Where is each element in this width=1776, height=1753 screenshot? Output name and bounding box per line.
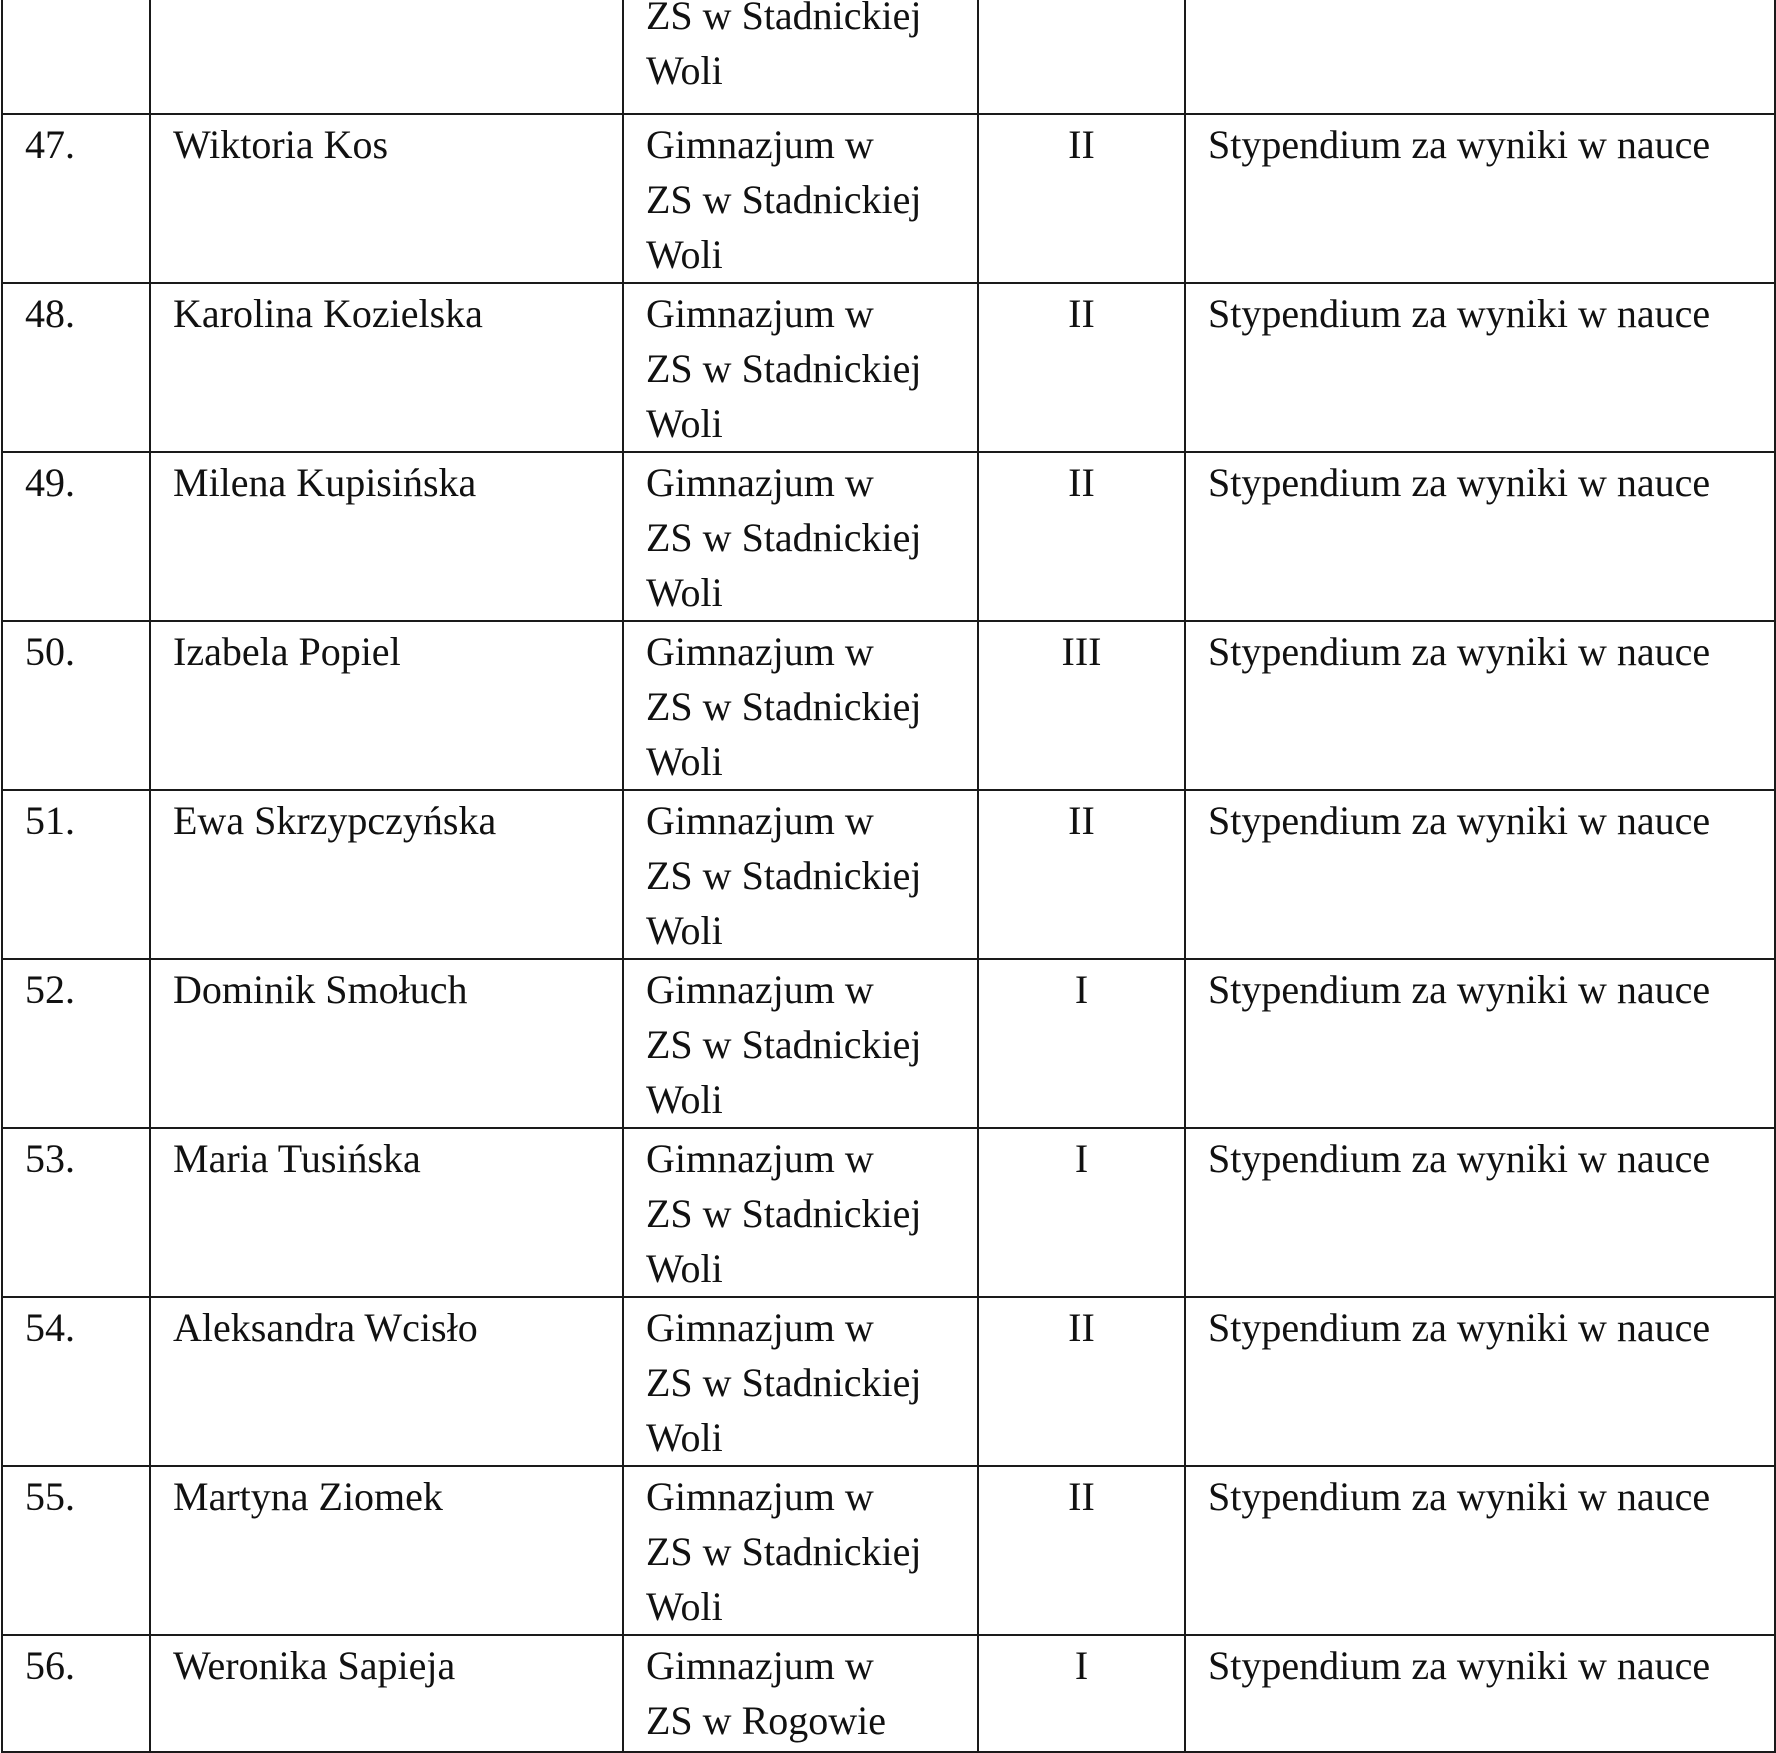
school-line: Woli — [646, 401, 723, 446]
cell-scholarship-type: Stypendium za wyniki w nauce — [1185, 1297, 1775, 1466]
cell-school — [623, 1128, 978, 1297]
cell-name: Aleksandra Wcisło — [150, 1297, 623, 1466]
cell-class: II — [978, 1297, 1185, 1466]
cell-scholarship-type: Stypendium za wyniki w nauce — [1185, 1128, 1775, 1297]
school-line: Gimnazjum w — [646, 1643, 874, 1688]
cell-number: 51. — [2, 790, 150, 959]
cell-name: Dominik Smołuch — [150, 959, 623, 1128]
cell-name: Izabela Popiel — [150, 621, 623, 790]
cell-school — [623, 0, 978, 114]
cell-class: I — [978, 959, 1185, 1128]
school-line: ZS w Stadnickiej — [646, 853, 922, 898]
cell-number: 56. — [2, 1635, 150, 1752]
cell-school — [623, 114, 978, 283]
cell-scholarship-type: Stypendium za wyniki w nauce — [1185, 1635, 1775, 1752]
table-row — [2, 790, 1775, 959]
table-row — [2, 283, 1775, 452]
cell-scholarship-type: Stypendium za wyniki w nauce — [1185, 283, 1775, 452]
school-line: Gimnazjum w — [646, 460, 874, 505]
cell-class: I — [978, 1128, 1185, 1297]
cell-number: 48. — [2, 283, 150, 452]
school-line: Gimnazjum w — [646, 291, 874, 336]
school-line: Woli — [646, 1415, 723, 1460]
cell-number: 52. — [2, 959, 150, 1128]
cell-name: Ewa Skrzypczyńska — [150, 790, 623, 959]
cell-school — [623, 959, 978, 1128]
cell-scholarship-type: Stypendium za wyniki w nauce — [1185, 114, 1775, 283]
cell-class — [978, 0, 1185, 114]
school-line: Gimnazjum w — [646, 1305, 874, 1350]
cell-class: II — [978, 452, 1185, 621]
cell-number: 50. — [2, 621, 150, 790]
cell-school — [623, 283, 978, 452]
cell-school — [623, 1297, 978, 1466]
cell-name — [150, 0, 623, 114]
school-line: Woli — [646, 232, 723, 277]
school-line: Woli — [646, 1077, 723, 1122]
cell-school — [623, 1635, 978, 1752]
school-line: ZS w Rogowie — [646, 1698, 886, 1743]
school-line: Woli — [646, 570, 723, 615]
table-row — [2, 1466, 1775, 1635]
scholarship-table — [1, 0, 1776, 1753]
school-line: Gimnazjum w — [646, 122, 874, 167]
school-line: ZS w Stadnickiej — [646, 1022, 922, 1067]
school-line: Woli — [646, 48, 723, 93]
school-line: Woli — [646, 1246, 723, 1291]
cell-class: II — [978, 114, 1185, 283]
cell-name: Martyna Ziomek — [150, 1466, 623, 1635]
cell-scholarship-type: Stypendium za wyniki w nauce — [1185, 1466, 1775, 1635]
cell-class: II — [978, 283, 1185, 452]
school-line: Gimnazjum w — [646, 629, 874, 674]
cell-school — [623, 621, 978, 790]
school-line: ZS w Stadnickiej — [646, 515, 922, 560]
cell-number: 55. — [2, 1466, 150, 1635]
cell-number: 47. — [2, 114, 150, 283]
cell-school — [623, 790, 978, 959]
table-row-continued — [2, 0, 1775, 114]
table-row — [2, 452, 1775, 621]
cell-name: Milena Kupisińska — [150, 452, 623, 621]
school-line: ZS w Stadnickiej — [646, 0, 922, 38]
school-line: ZS w Stadnickiej — [646, 1191, 922, 1236]
table-row — [2, 621, 1775, 790]
cell-scholarship-type — [1185, 0, 1775, 114]
table-row — [2, 1297, 1775, 1466]
cell-class: II — [978, 790, 1185, 959]
cell-name: Karolina Kozielska — [150, 283, 623, 452]
cell-scholarship-type: Stypendium za wyniki w nauce — [1185, 621, 1775, 790]
table-row — [2, 114, 1775, 283]
cell-number: 53. — [2, 1128, 150, 1297]
cell-scholarship-type: Stypendium za wyniki w nauce — [1185, 452, 1775, 621]
cell-name: Maria Tusińska — [150, 1128, 623, 1297]
cell-class: II — [978, 1466, 1185, 1635]
school-line: ZS w Stadnickiej — [646, 684, 922, 729]
school-line: Woli — [646, 1584, 723, 1629]
school-line: Woli — [646, 908, 723, 953]
school-line: ZS w Stadnickiej — [646, 346, 922, 391]
cell-scholarship-type: Stypendium za wyniki w nauce — [1185, 790, 1775, 959]
cell-number — [2, 0, 150, 114]
cell-number: 54. — [2, 1297, 150, 1466]
school-line: Gimnazjum w — [646, 967, 874, 1012]
cell-name: Wiktoria Kos — [150, 114, 623, 283]
scholarship-table-body — [2, 0, 1775, 1752]
cell-class: I — [978, 1635, 1185, 1752]
school-line: ZS w Stadnickiej — [646, 177, 922, 222]
cell-scholarship-type: Stypendium za wyniki w nauce — [1185, 959, 1775, 1128]
table-row — [2, 959, 1775, 1128]
cell-school — [623, 452, 978, 621]
school-line: Gimnazjum w — [646, 1474, 874, 1519]
school-line: Gimnazjum w — [646, 798, 874, 843]
school-line: Gimnazjum w — [646, 1136, 874, 1181]
cell-name: Weronika Sapieja — [150, 1635, 623, 1752]
school-line: ZS w Stadnickiej — [646, 1360, 922, 1405]
cell-number: 49. — [2, 452, 150, 621]
school-line: ZS w Stadnickiej — [646, 1529, 922, 1574]
cell-school — [623, 1466, 978, 1635]
table-row — [2, 1128, 1775, 1297]
cell-class: III — [978, 621, 1185, 790]
table-row — [2, 1635, 1775, 1752]
school-line: Woli — [646, 739, 723, 784]
